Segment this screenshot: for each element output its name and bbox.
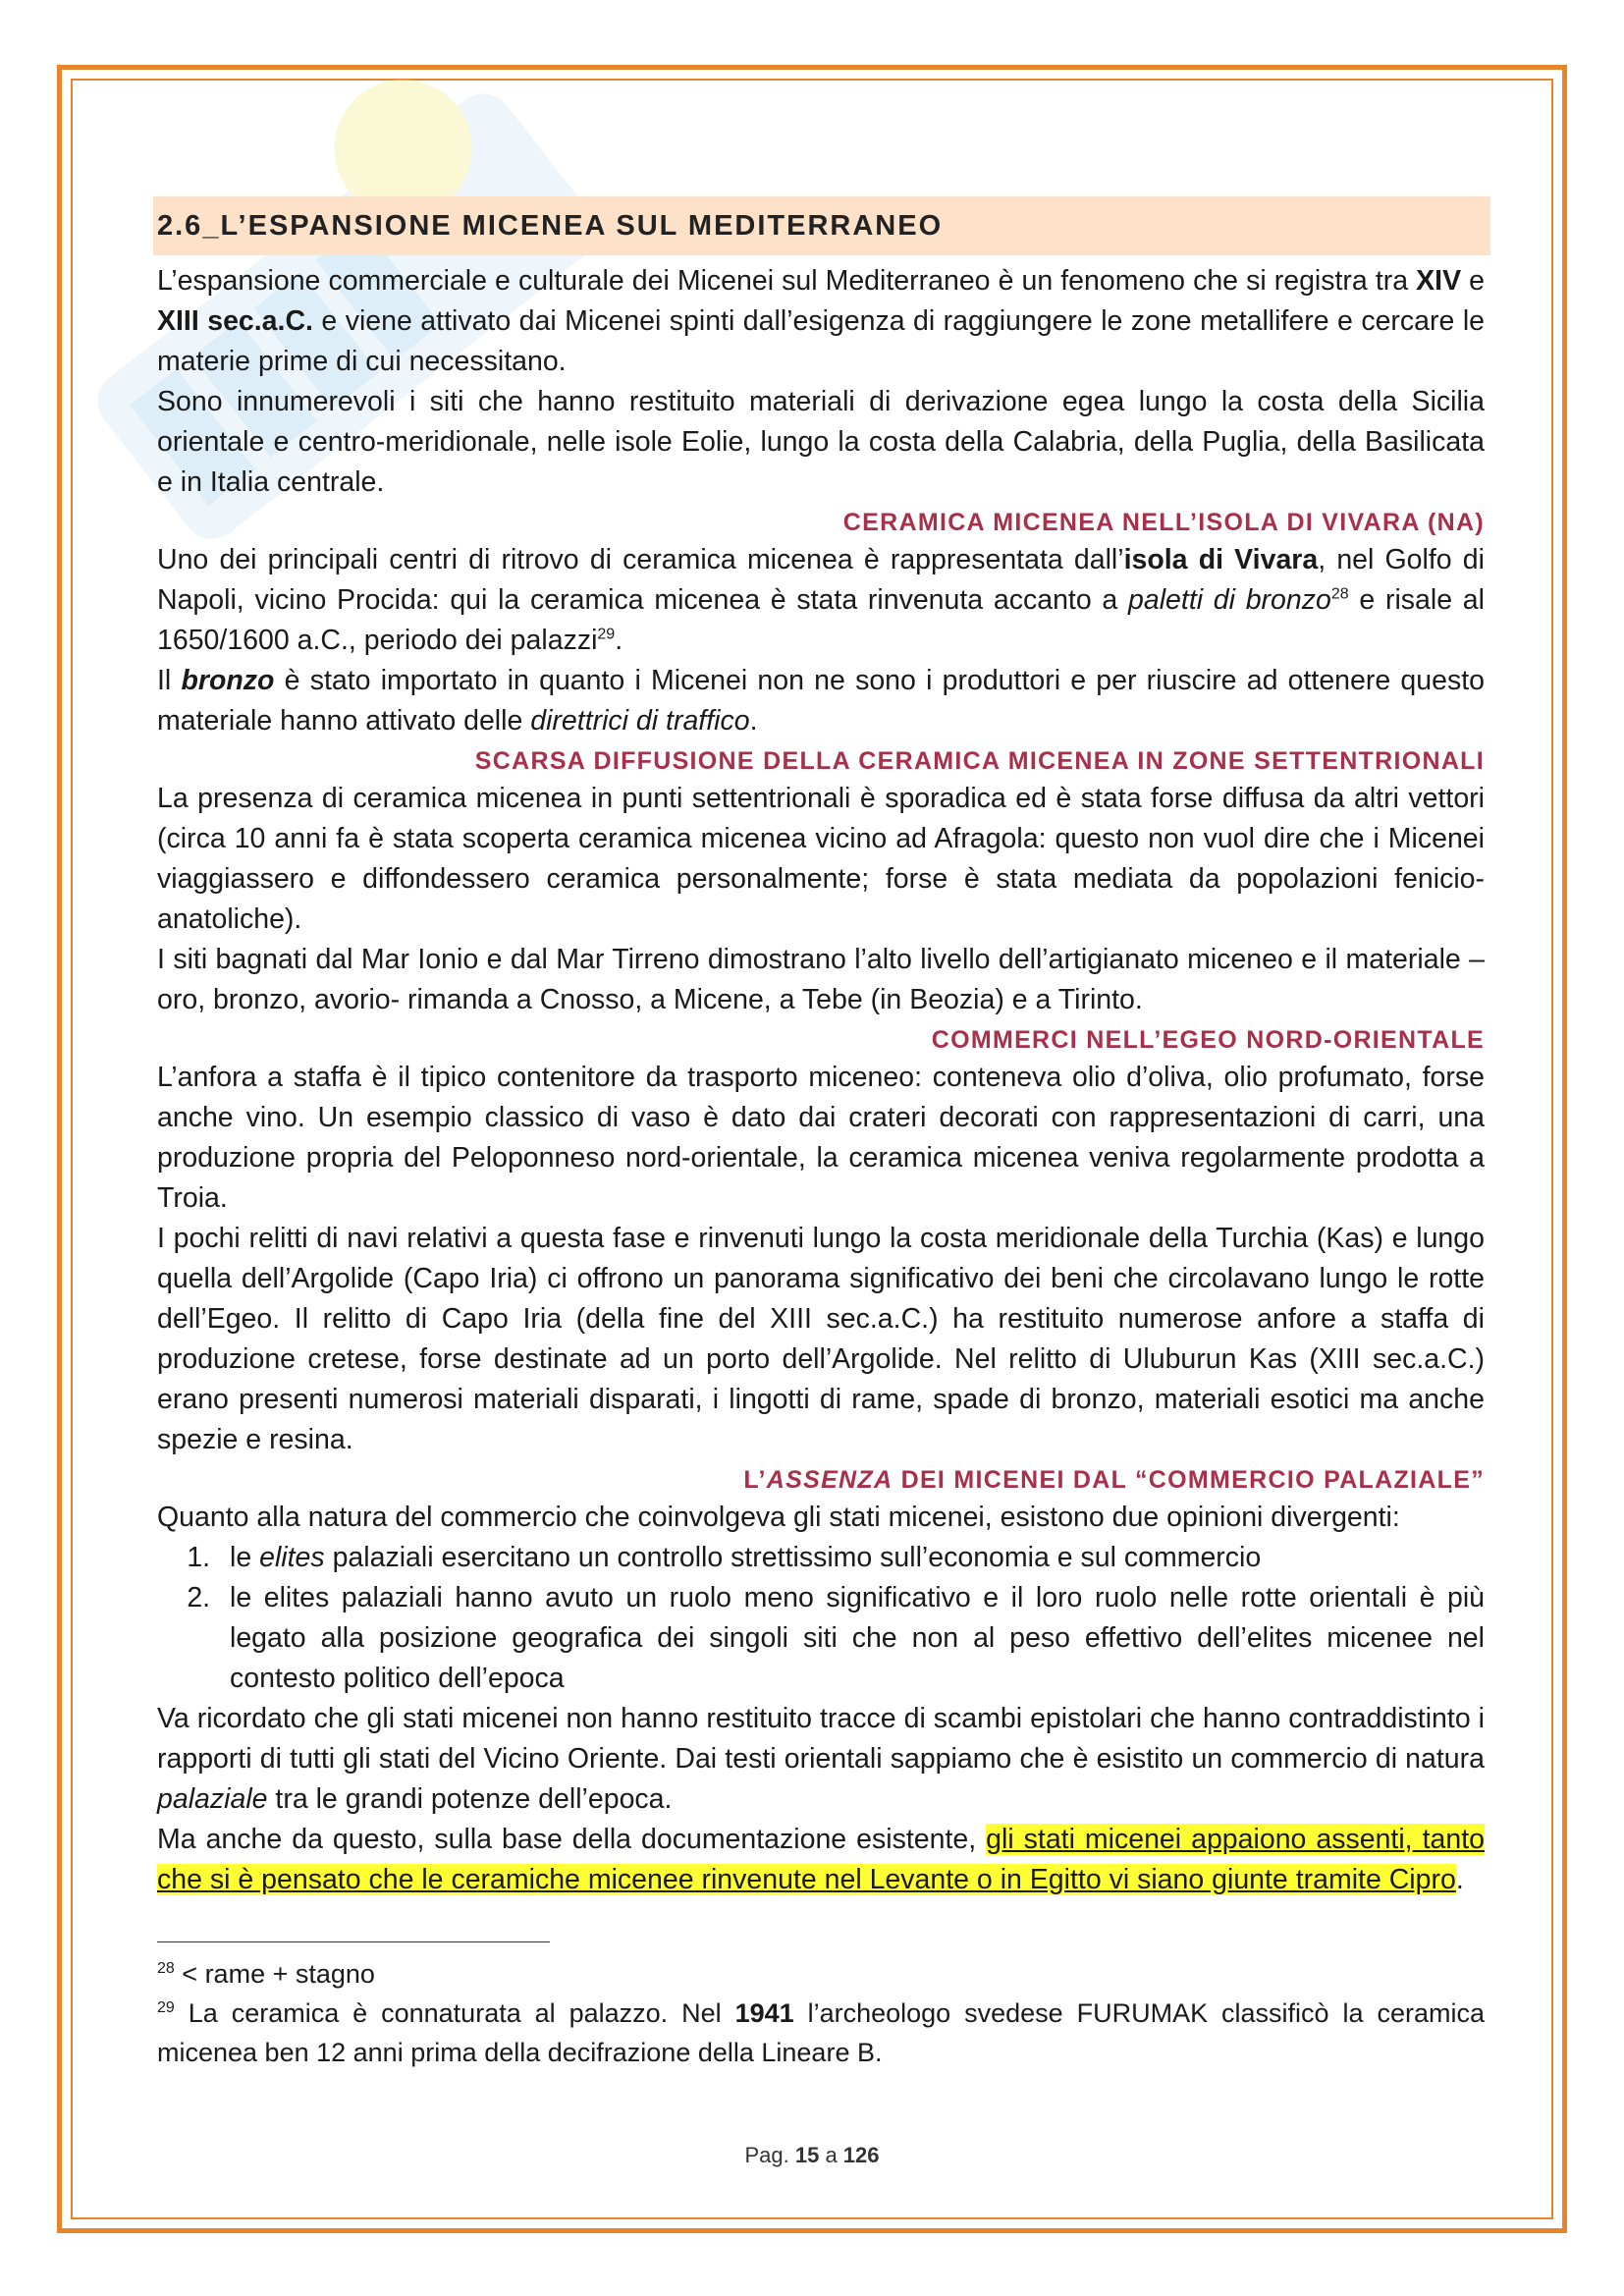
- section-heading: [153, 196, 1490, 255]
- page-number: Pag. 15 a 126: [744, 2143, 880, 2167]
- footnote-28: $^{28}$ < rame + stagno: [157, 1959, 375, 1989]
- footnote-ref-29[interactable]: 29: [597, 626, 616, 643]
- subheading-vivara: CERAMICA MICENEA NELL’ISOLA DI VIVARA (NA): [842, 509, 1485, 536]
- subheading-palatial-trade: L’ASSENZA DEI MICENEI DAL “COMMERCIO PALAZIALE”: [743, 1466, 1485, 1494]
- northern-paragraph-2: I siti bagnati dal Mar Ionio e dal Mar Tirreno dimostrano l’alto livello dell’artigianato miceneo e il materiale –oro, bronzo, avorio- rimanda a Cnosso, a Micene, a Tebe (in Beozia) e a Tirinto.: [157, 944, 1485, 1015]
- palatial-paragraph-3: Ma anche da questo, sulla base della documentazione esistente, gli stati micenei appaiono assenti, tanto che si è pensato che le ceramiche micenee rinvenute nel Levante o in Egitto vi siano giunte tramite Cipro.: [157, 1824, 1485, 1895]
- subheading-aegean-trade: COMMERCI NELL’EGEO NORD-ORIENTALE: [931, 1026, 1485, 1054]
- intro-paragraph-1: L’espansione commerciale e culturale dei Micenei sul Mediterraneo è un fenomeno che si registra tra XIV e XIII sec.a.C. e viene attivato dai Micenei spinti dall’esigenza di raggiungere le zone metallifere e cercare le materie prime di cui necessitano.: [157, 265, 1486, 377]
- list-item: 1. le elites palaziali esercitano un controllo strettissimo sull’economia e sul commercio: [218, 1538, 1485, 1578]
- footnote-ref-28[interactable]: 28: [1330, 585, 1349, 603]
- aegean-paragraph-2: I pochi relitti di navi relativi a questa fase e rinvenuti lungo la costa meridionale della Turchia (Kas) e lungo quella dell’Argolide (Capo Iria) ci offrono un panorama significativo dei beni che circolavano lungo le rotte dell’Egeo. Il relitto di Capo Iria (della fine del XIII sec.a.C.) ha restituito numerose anfore a staffa di produzione cretese, forse destinate ad un porto dell’Argolide. Nel relitto di Uluburun Kas (XIII sec.a.C.) erano presenti numerosi materiali disparati, i lingotti di rame, spade di bronzo, materiali esotici ma anche spezie e resina.: [157, 1223, 1485, 1455]
- northern-paragraph-1: La presenza di ceramica micenea in punti settentrionali è sporadica ed è stata forse diffusa da altri vettori (circa 10 anni fa è stata scoperta ceramica micenea vicino ad Afragola: questo non vuol dire che i Micenei viaggiassero e diffondessero ceramica personalmente; forse è stata mediata da popolazioni fenicio-anatoliche).: [157, 783, 1485, 935]
- document-body: [157, 196, 1485, 2072]
- opinions-list: [157, 1538, 1485, 1699]
- palatial-paragraph-1: Quanto alla natura del commercio che coinvolgeva gli stati micenei, esistono due opinioni divergenti:: [157, 1502, 1400, 1533]
- vivara-paragraph-2: Il bronzo è stato importato in quanto i Micenei non ne sono i produttori e per riuscire ad ottenere questo materiale hanno attivato delle direttrici di traffico.: [157, 665, 1485, 737]
- list-item: 2. le elites palaziali hanno avuto un ruolo meno significativo e il loro ruolo nelle rotte orientali è più legato alla posizione geografica dei singoli siti che non al peso effettivo dell’elites micenee nel contesto politico dell’epoca: [218, 1578, 1485, 1699]
- intro-paragraph-2: Sono innumerevoli i siti che hanno restituito materiali di derivazione egea lungo la costa della Sicilia orientale e centro-meridionale, nelle isole Eolie, lungo la costa della Calabria, della Puglia, della Basilicata e in Italia centrale.: [157, 386, 1485, 498]
- aegean-paragraph-1: L’anfora a staffa è il tipico contenitore da trasporto miceneo: conteneva olio d’oliva, olio profumato, forse anche vino. Un esempio classico di vaso è dato dai crateri decorati con rappresentazioni di carri, una produzione propria del Peloponneso nord-orientale, la ceramica micenea veniva regolarmente prodotta a Troia.: [157, 1062, 1485, 1214]
- subheading-northern-zones: SCARSA DIFFUSIONE DELLA CERAMICA MICENEA IN ZONE SETTENTRIONALI: [474, 747, 1485, 775]
- footnote-29: $^{29}$ La ceramica è connaturata al palazzo. Nel 1941 l’archeologo svedese FURUMAK classificò la ceramica micenea ben 12 anni prima della decifrazione della Lineare B.: [157, 1998, 1485, 2067]
- vivara-paragraph-1: Uno dei principali centri di ritrovo di ceramica micenea è rappresentata dall’isola di Vivara, nel Golfo di Napoli, vicino Procida: qui la ceramica micenea è stata rinvenuta accanto a paletti di bronzo$^{28}$ e risale al 1650/1600 a.C., periodo dei palazzi$^{29}$.: [157, 544, 1485, 656]
- footnote-divider: [157, 1941, 550, 1942]
- highlighted-text: gli stati micenei appaiono assenti, tanto che si è pensato che le ceramiche micenee rinvenute nel Levante o in Egitto vi siano giunte tramite Cipro: [157, 1824, 1485, 1895]
- palatial-paragraph-2: Va ricordato che gli stati micenei non hanno restituito tracce di scambi epistolari che hanno contraddistinto i rapporti di tutti gli stati del Vicino Oriente. Dai testi orientali sappiamo che è esistito un commercio di natura palaziale tra le grandi potenze dell’epoca.: [157, 1703, 1485, 1815]
- section-heading-text: 2.6_L’ESPANSIONE MICENEA SUL MEDITERRANEO: [157, 209, 944, 242]
